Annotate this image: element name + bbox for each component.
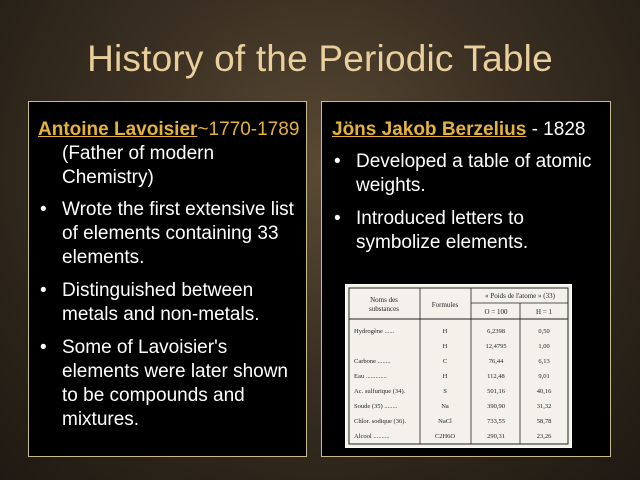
- header-o100: O = 100: [484, 308, 508, 316]
- cell-substance: Chlor. sodique (36).: [354, 418, 406, 425]
- cell-substance: Eau .............: [354, 373, 387, 380]
- cell-formula: S: [443, 388, 447, 395]
- atomic-weights-table: [345, 284, 572, 448]
- lavoisier-dates: ~1770-1789: [197, 119, 300, 140]
- cell-weight-h: 40,16: [536, 388, 552, 395]
- list-item: • Distinguished between metals and non-metals.: [40, 280, 260, 325]
- cell-weight-o: 12,4795: [485, 343, 507, 350]
- lavoisier-panel: [28, 101, 307, 457]
- cell-formula: NaCl: [438, 418, 452, 425]
- list-item: • Introduced letters to symbolize elements.: [334, 208, 529, 253]
- table-row: [443, 343, 550, 350]
- cell-weight-h: 9,01: [538, 373, 550, 380]
- list-item: • Wrote the first extensive list of elements containing 33 elements.: [40, 199, 294, 268]
- cell-substance: Hydrogène ......: [354, 328, 395, 335]
- berzelius-bullet-list: [332, 150, 610, 255]
- cell-weight-h: 6,13: [538, 358, 550, 365]
- lavoisier-intro: [38, 118, 306, 190]
- cell-substance: Carbone ........: [354, 358, 391, 365]
- table-row: [354, 403, 551, 410]
- cell-weight-h: 31,32: [536, 403, 552, 410]
- header-h1: H = 1: [535, 308, 553, 316]
- header-formulas: Formules: [431, 301, 459, 309]
- berzelius-link[interactable]: Jöns Jakob Berzelius: [332, 119, 527, 140]
- list-item: • Developed a table of atomic weights.: [334, 151, 592, 196]
- cell-substance: Ac. sulfurique (34).: [354, 388, 406, 395]
- cell-formula: Na: [441, 403, 449, 410]
- cell-weight-o: 112,48: [487, 373, 505, 380]
- berzelius-intro: [332, 118, 610, 142]
- cell-substance: Alcool ..........: [354, 433, 390, 440]
- cell-weight-o: 76,44: [488, 358, 504, 365]
- table-row: [354, 433, 552, 440]
- atomic-weights-table-figure: [346, 285, 571, 447]
- cell-substance: Soude (35) ........: [354, 403, 398, 410]
- lavoisier-role: (Father of modern Chemistry): [62, 143, 215, 188]
- cell-weight-o: 501,16: [487, 388, 505, 395]
- table-row: [354, 418, 551, 425]
- header-weights: « Poids de l'atome » (33): [485, 292, 555, 300]
- header-substances: substances: [369, 305, 399, 313]
- table-rows: [354, 328, 552, 440]
- cell-weight-o: 290,31: [487, 433, 505, 440]
- slide-title: History of the Periodic Table: [87, 38, 553, 79]
- cell-formula: C: [442, 358, 448, 365]
- cell-weight-h: 0,50: [538, 328, 550, 335]
- header-substances-1: Noms des: [370, 296, 398, 304]
- cell-weight-o: 733,55: [487, 418, 505, 425]
- cell-weight-o: 390,90: [487, 403, 505, 410]
- lavoisier-link[interactable]: Antoine Lavoisier: [38, 119, 198, 140]
- lavoisier-bullet-list: [38, 198, 306, 432]
- cell-weight-h: 58,78: [536, 418, 552, 425]
- cell-formula: H: [442, 343, 448, 350]
- cell-formula: H: [442, 373, 448, 380]
- berzelius-dates: - 1828: [526, 119, 586, 140]
- cell-weight-h: 23,26: [536, 433, 552, 440]
- list-item: • Some of Lavoisier's elements were later shown to be compounds and mixtures.: [40, 337, 288, 430]
- cell-formula: H: [442, 328, 448, 335]
- cell-weight-o: 6,2398: [487, 328, 505, 335]
- cell-weight-h: 1,00: [538, 343, 550, 350]
- cell-formula: C2H6O: [434, 433, 456, 440]
- table-row: [354, 388, 552, 395]
